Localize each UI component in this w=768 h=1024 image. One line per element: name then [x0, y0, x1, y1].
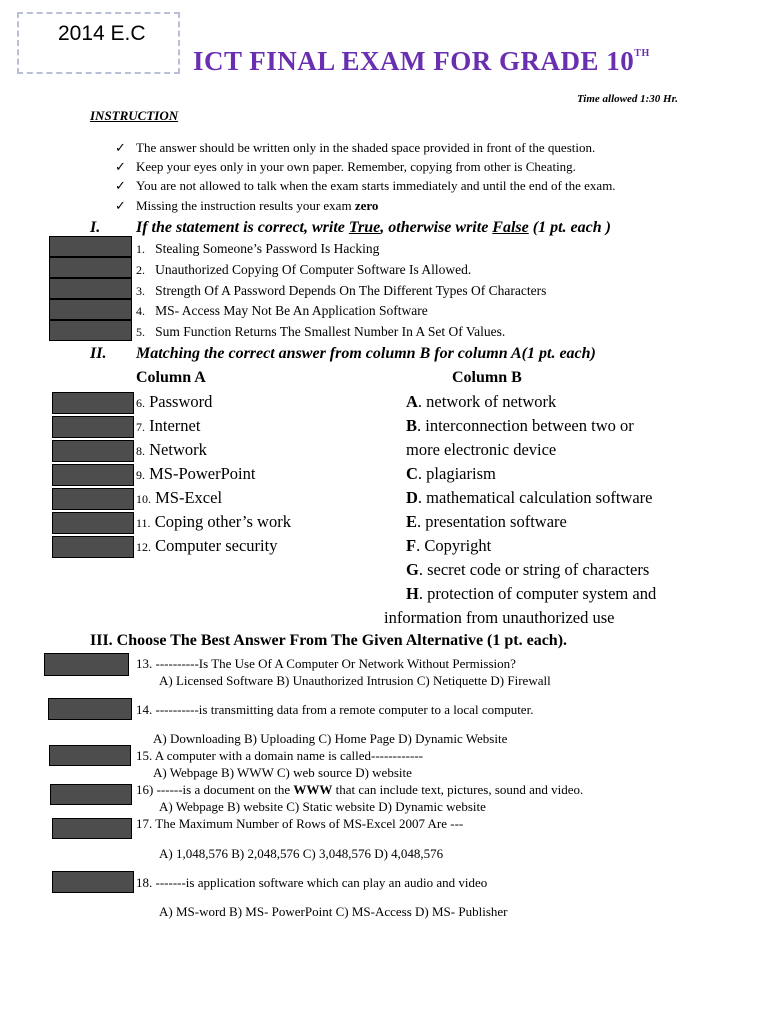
- option-e: [406, 512, 567, 532]
- match-number: 6.: [136, 396, 145, 410]
- exam-title-sup: th: [634, 45, 650, 60]
- exam-title: [193, 46, 650, 77]
- option-letter: F: [406, 536, 417, 555]
- question-text: Strength Of A Password Depends On The Different Types Of Characters: [155, 283, 547, 298]
- question-18-options: A) MS-word B) MS- PowerPoint C) MS-Access D) MS- Publisher: [159, 904, 508, 919]
- question-1: [136, 241, 379, 257]
- match-item-11: [136, 512, 291, 532]
- option-letter: D: [406, 488, 418, 507]
- option-letter: G: [406, 560, 419, 579]
- match-number: 8.: [136, 444, 145, 458]
- question-18: 18. -------is application software which can play an audio and video: [136, 875, 488, 890]
- match-number: 10.: [136, 492, 151, 506]
- match-text: Password: [149, 392, 213, 411]
- question-text: MS- Access May Not Be An Application Software: [155, 303, 428, 318]
- option-text: more electronic device: [406, 440, 557, 459]
- question-2: [136, 262, 471, 278]
- match-item-12: [136, 536, 277, 556]
- match-item-7: [136, 416, 200, 436]
- answer-box-4[interactable]: [49, 299, 132, 320]
- match-number: 12.: [136, 540, 151, 554]
- option-text: . plagiarism: [417, 464, 496, 483]
- option-a: [406, 392, 556, 412]
- section-1-false: False: [492, 219, 529, 236]
- question-16-bold: WWW: [293, 782, 333, 797]
- question-text: Sum Function Returns The Smallest Number In A Set Of Values.: [155, 324, 506, 339]
- instruction-text: Missing the instruction results your exam: [136, 198, 352, 213]
- exam-title-text: ICT FINAL EXAM FOR GRADE 10: [193, 46, 635, 76]
- answer-box-7[interactable]: [52, 416, 134, 438]
- answer-box-1[interactable]: [49, 236, 132, 257]
- match-number: 7.: [136, 420, 145, 434]
- question-number: 2.: [136, 263, 145, 277]
- question-17: 17. The Maximum Number of Rows of MS-Excel 2007 Are ---: [136, 816, 464, 831]
- question-text: Stealing Someone’s Password Is Hacking: [155, 241, 380, 256]
- answer-box-9[interactable]: [52, 464, 134, 486]
- answer-box-16[interactable]: [50, 784, 132, 805]
- instruction-text: Keep your eyes only in your own paper. Remember, copying from other is Cheating.: [136, 159, 576, 174]
- match-text: MS-Excel: [155, 488, 223, 507]
- check-icon: ✓: [115, 198, 126, 213]
- check-icon: ✓: [115, 140, 126, 155]
- answer-box-2[interactable]: [49, 257, 132, 278]
- option-b: [406, 416, 634, 436]
- question-13-options: A) Licensed Software B) Unauthorized Intrusion C) Netiquette D) Firewall: [159, 673, 551, 688]
- instruction-item: [115, 159, 576, 175]
- question-16-text-a: 16) ------is a document on the: [136, 782, 294, 797]
- question-number: 5.: [136, 325, 145, 339]
- match-text: Coping other’s work: [154, 512, 291, 531]
- section-1-true: True: [348, 219, 381, 236]
- answer-box-5[interactable]: [49, 320, 132, 341]
- match-item-9: [136, 464, 255, 484]
- answer-box-6[interactable]: [52, 392, 134, 414]
- question-4: [136, 303, 428, 319]
- answer-box-10[interactable]: [52, 488, 134, 510]
- match-item-8: [136, 440, 207, 460]
- column-b-heading: Column B: [452, 369, 522, 386]
- match-text: MS-PowerPoint: [149, 464, 256, 483]
- option-text: . interconnection between two or: [417, 416, 634, 435]
- option-b-cont: [406, 440, 556, 460]
- question-13: 13. ----------Is The Use Of A Computer Or Network Without Permission?: [136, 656, 516, 671]
- option-letter: B: [406, 416, 418, 435]
- option-text: . presentation software: [417, 512, 567, 531]
- option-text: . protection of computer system and: [418, 584, 657, 603]
- option-text: . Copyright: [416, 536, 492, 555]
- option-letter: E: [406, 512, 418, 531]
- option-letter: C: [406, 464, 418, 483]
- question-16: [136, 782, 583, 798]
- option-d: [406, 488, 652, 508]
- instruction-heading: INSTRUCTION: [90, 108, 179, 123]
- match-text: Computer security: [155, 536, 278, 555]
- option-text: . mathematical calculation software: [417, 488, 653, 507]
- column-a-heading: Column A: [136, 369, 206, 386]
- section-1-text-c: (1 pt. each ): [528, 219, 611, 236]
- instruction-item: [115, 140, 595, 156]
- answer-box-3[interactable]: [49, 278, 132, 299]
- option-h: [406, 584, 656, 604]
- question-5: [136, 324, 505, 340]
- question-number: 3.: [136, 284, 145, 298]
- section-1-text-a: If the statement is correct, write: [136, 219, 349, 236]
- question-15: 15. A computer with a domain name is called------------: [136, 748, 423, 763]
- match-item-10: [136, 488, 222, 508]
- match-text: Network: [149, 440, 207, 459]
- match-number: 11.: [136, 516, 151, 530]
- option-letter: H: [406, 584, 419, 603]
- section-1-text-b: , otherwise write: [380, 219, 493, 236]
- question-text: Unauthorized Copying Of Computer Software Is Allowed.: [155, 262, 472, 277]
- answer-box-8[interactable]: [52, 440, 134, 462]
- match-number: 9.: [136, 468, 145, 482]
- option-text: information from unauthorized use: [384, 608, 615, 627]
- question-number: 1.: [136, 242, 145, 256]
- question-17-options: A) 1,048,576 B) 2,048,576 C) 3,048,576 D) 4,048,576: [159, 846, 444, 861]
- answer-box-15[interactable]: [49, 745, 131, 766]
- check-icon: ✓: [115, 178, 126, 193]
- exam-year: 2014 E.C: [58, 22, 146, 45]
- option-c: [406, 464, 496, 484]
- question-16-text-b: that can include text, pictures, sound and video.: [332, 782, 584, 797]
- question-14: 14. ----------is transmitting data from a remote computer to a local computer.: [136, 702, 534, 717]
- question-14-options: A) Downloading B) Uploading C) Home Page D) Dynamic Website: [153, 731, 508, 746]
- match-text: Internet: [149, 416, 201, 435]
- section-2-number: II.: [90, 345, 107, 362]
- section-3-heading: III. Choose The Best Answer From The Given Alternative (1 pt. each).: [90, 632, 568, 649]
- question-number: 4.: [136, 304, 145, 318]
- section-1-heading: [136, 219, 611, 237]
- section-1-number: I.: [90, 219, 101, 236]
- section-2-heading: Matching the correct answer from column B for column A(1 pt. each): [136, 345, 596, 362]
- instruction-emphasis: zero: [354, 198, 379, 213]
- answer-box-17[interactable]: [52, 818, 132, 839]
- option-text: . network of network: [417, 392, 557, 411]
- option-f: [406, 536, 491, 556]
- answer-box-12[interactable]: [52, 536, 134, 558]
- instruction-item: [115, 198, 378, 214]
- check-icon: ✓: [115, 159, 126, 174]
- instruction-text: The answer should be written only in the shaded space provided in front of the question.: [136, 140, 596, 155]
- answer-box-11[interactable]: [52, 512, 134, 534]
- instruction-item: [115, 178, 616, 194]
- answer-box-18[interactable]: [52, 871, 134, 893]
- match-item-6: [136, 392, 212, 412]
- option-text: . secret code or string of characters: [418, 560, 650, 579]
- question-15-options: A) Webpage B) WWW C) web source D) website: [153, 765, 412, 780]
- time-allowed: Time allowed 1:30 Hr.: [576, 93, 678, 105]
- instruction-text: You are not allowed to talk when the exam starts immediately and until the end of the exam.: [136, 178, 616, 193]
- option-letter: A: [406, 392, 418, 411]
- option-h-cont: [384, 608, 614, 628]
- answer-box-14[interactable]: [48, 698, 132, 720]
- question-16-options: A) Webpage B) website C) Static website D) Dynamic website: [159, 799, 486, 814]
- option-g: [406, 560, 649, 580]
- answer-box-13[interactable]: [44, 653, 129, 676]
- question-3: [136, 283, 546, 299]
